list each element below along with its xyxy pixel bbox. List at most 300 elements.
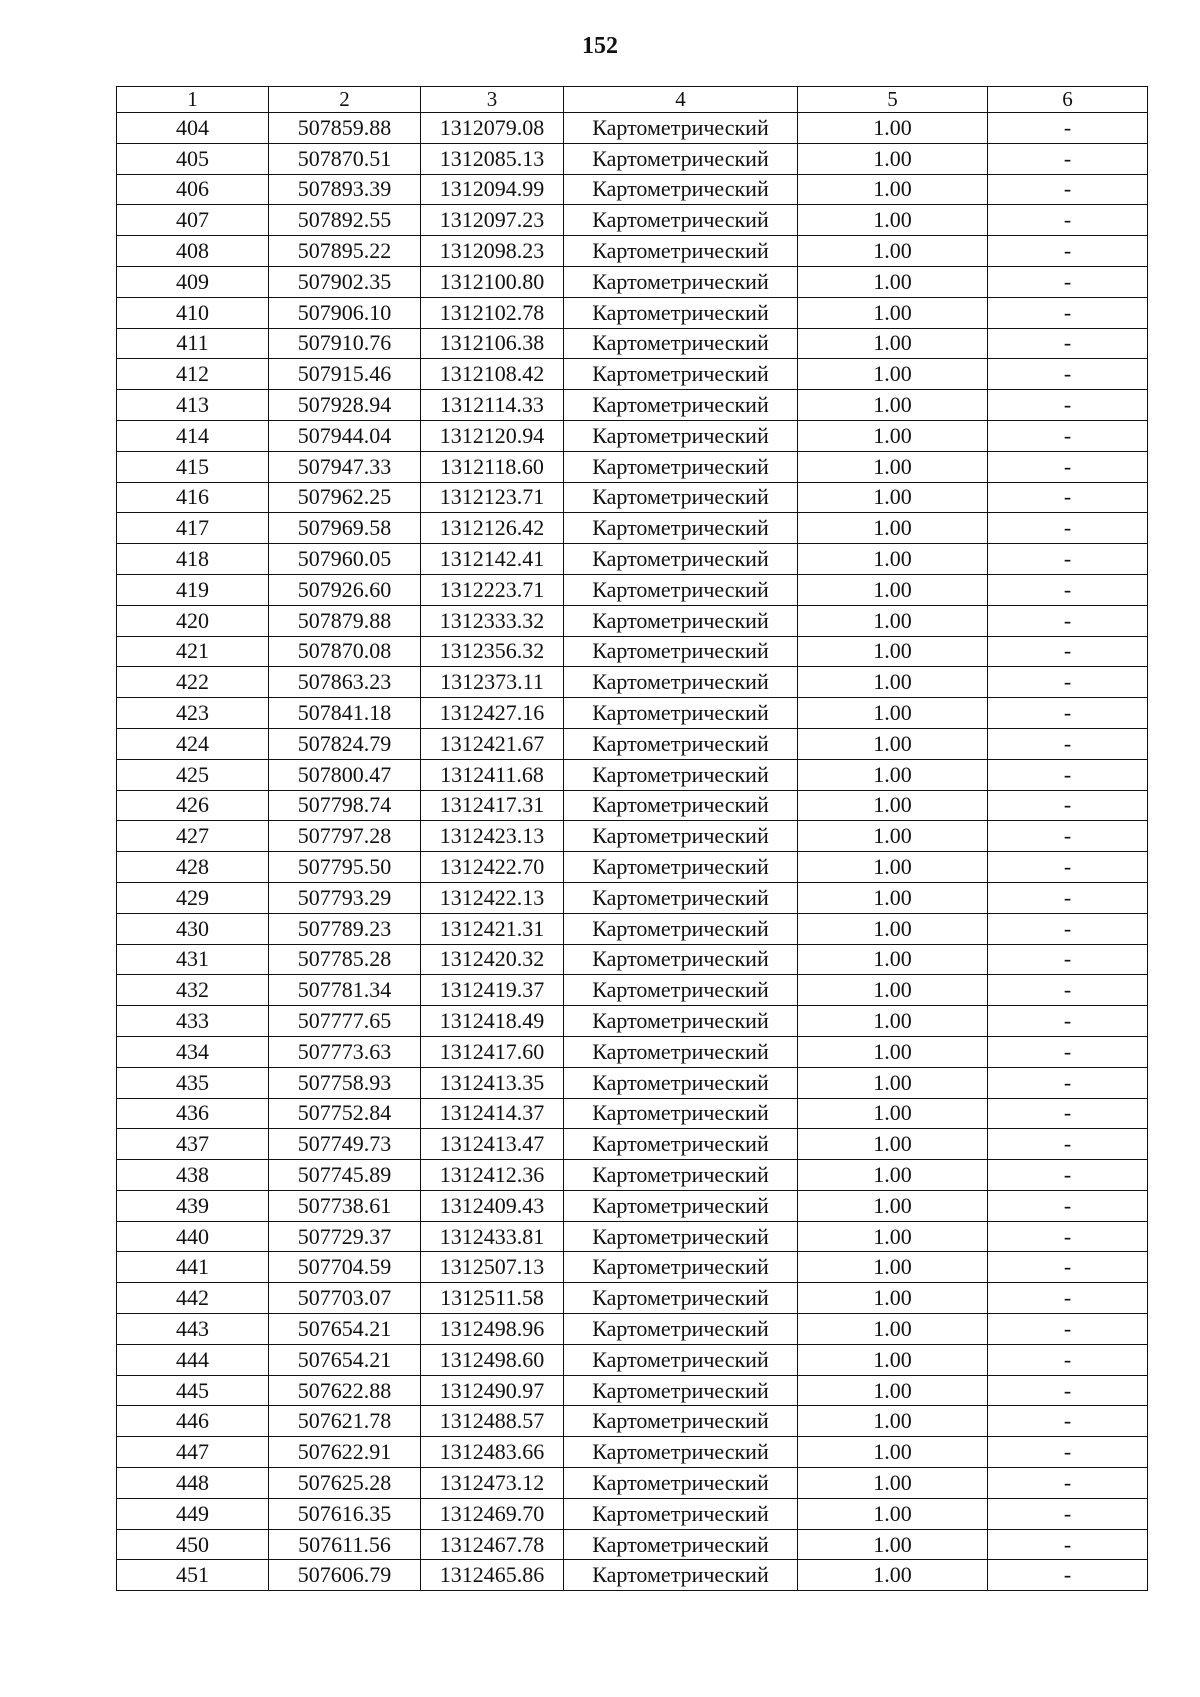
method-cell: Картометрический: [564, 605, 798, 636]
y-coordinate-cell: 1312498.60: [421, 1344, 564, 1375]
table-row: [117, 451, 1148, 482]
table-row: [117, 1560, 1148, 1591]
table-row: [117, 1160, 1148, 1191]
y-coordinate-cell: 1312079.08: [421, 113, 564, 144]
method-cell: Картометрический: [564, 143, 798, 174]
column-header-2: 2: [269, 87, 421, 113]
x-coordinate-cell: 507745.89: [269, 1160, 421, 1191]
accuracy-cell: 1.00: [798, 667, 988, 698]
table-header-row: [117, 87, 1148, 113]
note-cell: -: [988, 544, 1148, 575]
point-number-cell: 420: [117, 605, 269, 636]
accuracy-cell: 1.00: [798, 359, 988, 390]
point-number-cell: 448: [117, 1468, 269, 1499]
y-coordinate-cell: 1312469.70: [421, 1498, 564, 1529]
x-coordinate-cell: 507895.22: [269, 236, 421, 267]
y-coordinate-cell: 1312507.13: [421, 1252, 564, 1283]
point-number-cell: 417: [117, 513, 269, 544]
x-coordinate-cell: 507928.94: [269, 390, 421, 421]
x-coordinate-cell: 507795.50: [269, 852, 421, 883]
note-cell: -: [988, 236, 1148, 267]
y-coordinate-cell: 1312417.31: [421, 790, 564, 821]
method-cell: Картометрический: [564, 297, 798, 328]
note-cell: -: [988, 1160, 1148, 1191]
y-coordinate-cell: 1312422.13: [421, 882, 564, 913]
accuracy-cell: 1.00: [798, 944, 988, 975]
y-coordinate-cell: 1312414.37: [421, 1098, 564, 1129]
accuracy-cell: 1.00: [798, 1098, 988, 1129]
table-row: [117, 1006, 1148, 1037]
x-coordinate-cell: 507944.04: [269, 420, 421, 451]
table-row: [117, 667, 1148, 698]
table-row: [117, 266, 1148, 297]
table-row: [117, 1314, 1148, 1345]
x-coordinate-cell: 507910.76: [269, 328, 421, 359]
note-cell: -: [988, 913, 1148, 944]
y-coordinate-cell: 1312100.80: [421, 266, 564, 297]
x-coordinate-cell: 507947.33: [269, 451, 421, 482]
x-coordinate-cell: 507962.25: [269, 482, 421, 513]
column-header-5: 5: [798, 87, 988, 113]
method-cell: Картометрический: [564, 1344, 798, 1375]
method-cell: Картометрический: [564, 420, 798, 451]
point-number-cell: 433: [117, 1006, 269, 1037]
accuracy-cell: 1.00: [798, 1560, 988, 1591]
point-number-cell: 444: [117, 1344, 269, 1375]
accuracy-cell: 1.00: [798, 1375, 988, 1406]
note-cell: -: [988, 390, 1148, 421]
accuracy-cell: 1.00: [798, 451, 988, 482]
x-coordinate-cell: 507906.10: [269, 297, 421, 328]
accuracy-cell: 1.00: [798, 113, 988, 144]
note-cell: -: [988, 1067, 1148, 1098]
method-cell: Картометрический: [564, 1160, 798, 1191]
accuracy-cell: 1.00: [798, 790, 988, 821]
accuracy-cell: 1.00: [798, 328, 988, 359]
x-coordinate-cell: 507797.28: [269, 821, 421, 852]
method-cell: Картометрический: [564, 328, 798, 359]
point-number-cell: 440: [117, 1221, 269, 1252]
note-cell: -: [988, 790, 1148, 821]
note-cell: -: [988, 1498, 1148, 1529]
method-cell: Картометрический: [564, 759, 798, 790]
x-coordinate-cell: 507785.28: [269, 944, 421, 975]
table-row: [117, 544, 1148, 575]
x-coordinate-cell: 507606.79: [269, 1560, 421, 1591]
y-coordinate-cell: 1312421.31: [421, 913, 564, 944]
table-row: [117, 975, 1148, 1006]
note-cell: -: [988, 1252, 1148, 1283]
table-row: [117, 143, 1148, 174]
y-coordinate-cell: 1312420.32: [421, 944, 564, 975]
y-coordinate-cell: 1312114.33: [421, 390, 564, 421]
method-cell: Картометрический: [564, 790, 798, 821]
accuracy-cell: 1.00: [798, 728, 988, 759]
method-cell: Картометрический: [564, 513, 798, 544]
accuracy-cell: 1.00: [798, 205, 988, 236]
method-cell: Картометрический: [564, 236, 798, 267]
method-cell: Картометрический: [564, 1498, 798, 1529]
point-number-cell: 432: [117, 975, 269, 1006]
point-number-cell: 412: [117, 359, 269, 390]
point-number-cell: 409: [117, 266, 269, 297]
note-cell: -: [988, 728, 1148, 759]
note-cell: -: [988, 667, 1148, 698]
y-coordinate-cell: 1312419.37: [421, 975, 564, 1006]
table-row: [117, 1437, 1148, 1468]
y-coordinate-cell: 1312098.23: [421, 236, 564, 267]
point-number-cell: 422: [117, 667, 269, 698]
table-row: [117, 698, 1148, 729]
accuracy-cell: 1.00: [798, 1160, 988, 1191]
point-number-cell: 438: [117, 1160, 269, 1191]
method-cell: Картометрический: [564, 698, 798, 729]
note-cell: -: [988, 882, 1148, 913]
method-cell: Картометрический: [564, 636, 798, 667]
point-number-cell: 427: [117, 821, 269, 852]
y-coordinate-cell: 1312413.47: [421, 1129, 564, 1160]
table-row: [117, 605, 1148, 636]
point-number-cell: 443: [117, 1314, 269, 1345]
table-row: [117, 574, 1148, 605]
note-cell: -: [988, 1221, 1148, 1252]
table-row: [117, 636, 1148, 667]
accuracy-cell: 1.00: [798, 1006, 988, 1037]
method-cell: Картометрический: [564, 205, 798, 236]
x-coordinate-cell: 507622.88: [269, 1375, 421, 1406]
y-coordinate-cell: 1312108.42: [421, 359, 564, 390]
method-cell: Картометрический: [564, 1437, 798, 1468]
column-header-1: 1: [117, 87, 269, 113]
note-cell: -: [988, 420, 1148, 451]
y-coordinate-cell: 1312373.11: [421, 667, 564, 698]
x-coordinate-cell: 507893.39: [269, 174, 421, 205]
y-coordinate-cell: 1312106.38: [421, 328, 564, 359]
accuracy-cell: 1.00: [798, 1529, 988, 1560]
table-row: [117, 420, 1148, 451]
accuracy-cell: 1.00: [798, 1468, 988, 1499]
accuracy-cell: 1.00: [798, 975, 988, 1006]
method-cell: Картометрический: [564, 174, 798, 205]
y-coordinate-cell: 1312467.78: [421, 1529, 564, 1560]
x-coordinate-cell: 507902.35: [269, 266, 421, 297]
point-number-cell: 415: [117, 451, 269, 482]
method-cell: Картометрический: [564, 852, 798, 883]
table-row: [117, 913, 1148, 944]
accuracy-cell: 1.00: [798, 482, 988, 513]
coordinates-table: [116, 86, 1148, 1591]
note-cell: -: [988, 359, 1148, 390]
y-coordinate-cell: 1312413.35: [421, 1067, 564, 1098]
point-number-cell: 426: [117, 790, 269, 821]
method-cell: Картометрический: [564, 1406, 798, 1437]
table-row: [117, 113, 1148, 144]
table-row: [117, 1283, 1148, 1314]
note-cell: -: [988, 944, 1148, 975]
table-row: [117, 482, 1148, 513]
point-number-cell: 410: [117, 297, 269, 328]
method-cell: Картометрический: [564, 975, 798, 1006]
y-coordinate-cell: 1312333.32: [421, 605, 564, 636]
y-coordinate-cell: 1312123.71: [421, 482, 564, 513]
x-coordinate-cell: 507863.23: [269, 667, 421, 698]
note-cell: -: [988, 1006, 1148, 1037]
point-number-cell: 441: [117, 1252, 269, 1283]
note-cell: -: [988, 574, 1148, 605]
method-cell: Картометрический: [564, 1314, 798, 1345]
note-cell: -: [988, 1344, 1148, 1375]
accuracy-cell: 1.00: [798, 1252, 988, 1283]
accuracy-cell: 1.00: [798, 1036, 988, 1067]
point-number-cell: 451: [117, 1560, 269, 1591]
note-cell: -: [988, 975, 1148, 1006]
x-coordinate-cell: 507752.84: [269, 1098, 421, 1129]
y-coordinate-cell: 1312490.97: [421, 1375, 564, 1406]
y-coordinate-cell: 1312409.43: [421, 1190, 564, 1221]
table-row: [117, 174, 1148, 205]
table-row: [117, 513, 1148, 544]
note-cell: -: [988, 1406, 1148, 1437]
note-cell: -: [988, 759, 1148, 790]
method-cell: Картометрический: [564, 451, 798, 482]
note-cell: -: [988, 451, 1148, 482]
y-coordinate-cell: 1312126.42: [421, 513, 564, 544]
point-number-cell: 437: [117, 1129, 269, 1160]
y-coordinate-cell: 1312118.60: [421, 451, 564, 482]
y-coordinate-cell: 1312412.36: [421, 1160, 564, 1191]
x-coordinate-cell: 507611.56: [269, 1529, 421, 1560]
point-number-cell: 424: [117, 728, 269, 759]
accuracy-cell: 1.00: [798, 1498, 988, 1529]
note-cell: -: [988, 1129, 1148, 1160]
table-row: [117, 1375, 1148, 1406]
x-coordinate-cell: 507758.93: [269, 1067, 421, 1098]
method-cell: Картометрический: [564, 1190, 798, 1221]
accuracy-cell: 1.00: [798, 1314, 988, 1345]
accuracy-cell: 1.00: [798, 544, 988, 575]
x-coordinate-cell: 507870.08: [269, 636, 421, 667]
table-body: [117, 87, 1148, 1591]
note-cell: -: [988, 513, 1148, 544]
point-number-cell: 431: [117, 944, 269, 975]
note-cell: -: [988, 1529, 1148, 1560]
table-row: [117, 328, 1148, 359]
table-row: [117, 1468, 1148, 1499]
x-coordinate-cell: 507738.61: [269, 1190, 421, 1221]
point-number-cell: 408: [117, 236, 269, 267]
table-row: [117, 1529, 1148, 1560]
point-number-cell: 445: [117, 1375, 269, 1406]
method-cell: Картометрический: [564, 359, 798, 390]
method-cell: Картометрический: [564, 882, 798, 913]
x-coordinate-cell: 507800.47: [269, 759, 421, 790]
x-coordinate-cell: 507773.63: [269, 1036, 421, 1067]
x-coordinate-cell: 507789.23: [269, 913, 421, 944]
x-coordinate-cell: 507841.18: [269, 698, 421, 729]
note-cell: -: [988, 266, 1148, 297]
y-coordinate-cell: 1312094.99: [421, 174, 564, 205]
note-cell: -: [988, 482, 1148, 513]
note-cell: -: [988, 636, 1148, 667]
y-coordinate-cell: 1312511.58: [421, 1283, 564, 1314]
method-cell: Картометрический: [564, 1006, 798, 1037]
point-number-cell: 406: [117, 174, 269, 205]
method-cell: Картометрический: [564, 1098, 798, 1129]
table-row: [117, 390, 1148, 421]
y-coordinate-cell: 1312488.57: [421, 1406, 564, 1437]
table-row: [117, 1036, 1148, 1067]
y-coordinate-cell: 1312142.41: [421, 544, 564, 575]
x-coordinate-cell: 507926.60: [269, 574, 421, 605]
point-number-cell: 447: [117, 1437, 269, 1468]
note-cell: -: [988, 1098, 1148, 1129]
point-number-cell: 413: [117, 390, 269, 421]
point-number-cell: 442: [117, 1283, 269, 1314]
x-coordinate-cell: 507625.28: [269, 1468, 421, 1499]
point-number-cell: 429: [117, 882, 269, 913]
table-row: [117, 759, 1148, 790]
y-coordinate-cell: 1312411.68: [421, 759, 564, 790]
page-number: 152: [582, 33, 618, 59]
accuracy-cell: 1.00: [798, 390, 988, 421]
x-coordinate-cell: 507654.21: [269, 1344, 421, 1375]
x-coordinate-cell: 507859.88: [269, 113, 421, 144]
y-coordinate-cell: 1312498.96: [421, 1314, 564, 1345]
point-number-cell: 423: [117, 698, 269, 729]
table-row: [117, 1190, 1148, 1221]
x-coordinate-cell: 507616.35: [269, 1498, 421, 1529]
x-coordinate-cell: 507824.79: [269, 728, 421, 759]
note-cell: -: [988, 1190, 1148, 1221]
point-number-cell: 428: [117, 852, 269, 883]
x-coordinate-cell: 507969.58: [269, 513, 421, 544]
y-coordinate-cell: 1312465.86: [421, 1560, 564, 1591]
accuracy-cell: 1.00: [798, 1344, 988, 1375]
y-coordinate-cell: 1312097.23: [421, 205, 564, 236]
table-row: [117, 1098, 1148, 1129]
accuracy-cell: 1.00: [798, 297, 988, 328]
table-row: [117, 944, 1148, 975]
note-cell: -: [988, 852, 1148, 883]
accuracy-cell: 1.00: [798, 913, 988, 944]
y-coordinate-cell: 1312433.81: [421, 1221, 564, 1252]
y-coordinate-cell: 1312422.70: [421, 852, 564, 883]
method-cell: Картометрический: [564, 1468, 798, 1499]
point-number-cell: 416: [117, 482, 269, 513]
note-cell: -: [988, 174, 1148, 205]
method-cell: Картометрический: [564, 821, 798, 852]
table-row: [117, 882, 1148, 913]
accuracy-cell: 1.00: [798, 574, 988, 605]
note-cell: -: [988, 1560, 1148, 1591]
accuracy-cell: 1.00: [798, 1129, 988, 1160]
note-cell: -: [988, 328, 1148, 359]
method-cell: Картометрический: [564, 1529, 798, 1560]
y-coordinate-cell: 1312102.78: [421, 297, 564, 328]
method-cell: Картометрический: [564, 1067, 798, 1098]
table-row: [117, 1129, 1148, 1160]
y-coordinate-cell: 1312356.32: [421, 636, 564, 667]
y-coordinate-cell: 1312473.12: [421, 1468, 564, 1499]
x-coordinate-cell: 507729.37: [269, 1221, 421, 1252]
x-coordinate-cell: 507892.55: [269, 205, 421, 236]
note-cell: -: [988, 143, 1148, 174]
x-coordinate-cell: 507777.65: [269, 1006, 421, 1037]
point-number-cell: 430: [117, 913, 269, 944]
x-coordinate-cell: 507781.34: [269, 975, 421, 1006]
accuracy-cell: 1.00: [798, 759, 988, 790]
accuracy-cell: 1.00: [798, 143, 988, 174]
note-cell: -: [988, 1468, 1148, 1499]
table-row: [117, 1221, 1148, 1252]
note-cell: -: [988, 1375, 1148, 1406]
note-cell: -: [988, 1437, 1148, 1468]
y-coordinate-cell: 1312427.16: [421, 698, 564, 729]
table-row: [117, 1067, 1148, 1098]
note-cell: -: [988, 1036, 1148, 1067]
y-coordinate-cell: 1312421.67: [421, 728, 564, 759]
x-coordinate-cell: 507622.91: [269, 1437, 421, 1468]
method-cell: Картометрический: [564, 1036, 798, 1067]
x-coordinate-cell: 507703.07: [269, 1283, 421, 1314]
method-cell: Картометрический: [564, 482, 798, 513]
point-number-cell: 411: [117, 328, 269, 359]
column-header-6: 6: [988, 87, 1148, 113]
column-header-4: 4: [564, 87, 798, 113]
table-row: [117, 1252, 1148, 1283]
accuracy-cell: 1.00: [798, 698, 988, 729]
note-cell: -: [988, 605, 1148, 636]
accuracy-cell: 1.00: [798, 605, 988, 636]
method-cell: Картометрический: [564, 574, 798, 605]
method-cell: Картометрический: [564, 913, 798, 944]
table-row: [117, 790, 1148, 821]
x-coordinate-cell: 507704.59: [269, 1252, 421, 1283]
accuracy-cell: 1.00: [798, 1190, 988, 1221]
point-number-cell: 407: [117, 205, 269, 236]
method-cell: Картометрический: [564, 113, 798, 144]
point-number-cell: 436: [117, 1098, 269, 1129]
accuracy-cell: 1.00: [798, 1283, 988, 1314]
point-number-cell: 405: [117, 143, 269, 174]
method-cell: Картометрический: [564, 667, 798, 698]
method-cell: Картометрический: [564, 1129, 798, 1160]
table-row: [117, 1406, 1148, 1437]
table-row: [117, 297, 1148, 328]
point-number-cell: 421: [117, 636, 269, 667]
note-cell: -: [988, 698, 1148, 729]
accuracy-cell: 1.00: [798, 236, 988, 267]
table-row: [117, 1498, 1148, 1529]
point-number-cell: 414: [117, 420, 269, 451]
y-coordinate-cell: 1312417.60: [421, 1036, 564, 1067]
accuracy-cell: 1.00: [798, 174, 988, 205]
table-row: [117, 1344, 1148, 1375]
point-number-cell: 446: [117, 1406, 269, 1437]
x-coordinate-cell: 507793.29: [269, 882, 421, 913]
table-row: [117, 728, 1148, 759]
note-cell: -: [988, 297, 1148, 328]
method-cell: Картометрический: [564, 1221, 798, 1252]
x-coordinate-cell: 507749.73: [269, 1129, 421, 1160]
point-number-cell: 449: [117, 1498, 269, 1529]
table-row: [117, 236, 1148, 267]
y-coordinate-cell: 1312223.71: [421, 574, 564, 605]
table-row: [117, 359, 1148, 390]
note-cell: -: [988, 205, 1148, 236]
method-cell: Картометрический: [564, 266, 798, 297]
method-cell: Картометрический: [564, 1560, 798, 1591]
